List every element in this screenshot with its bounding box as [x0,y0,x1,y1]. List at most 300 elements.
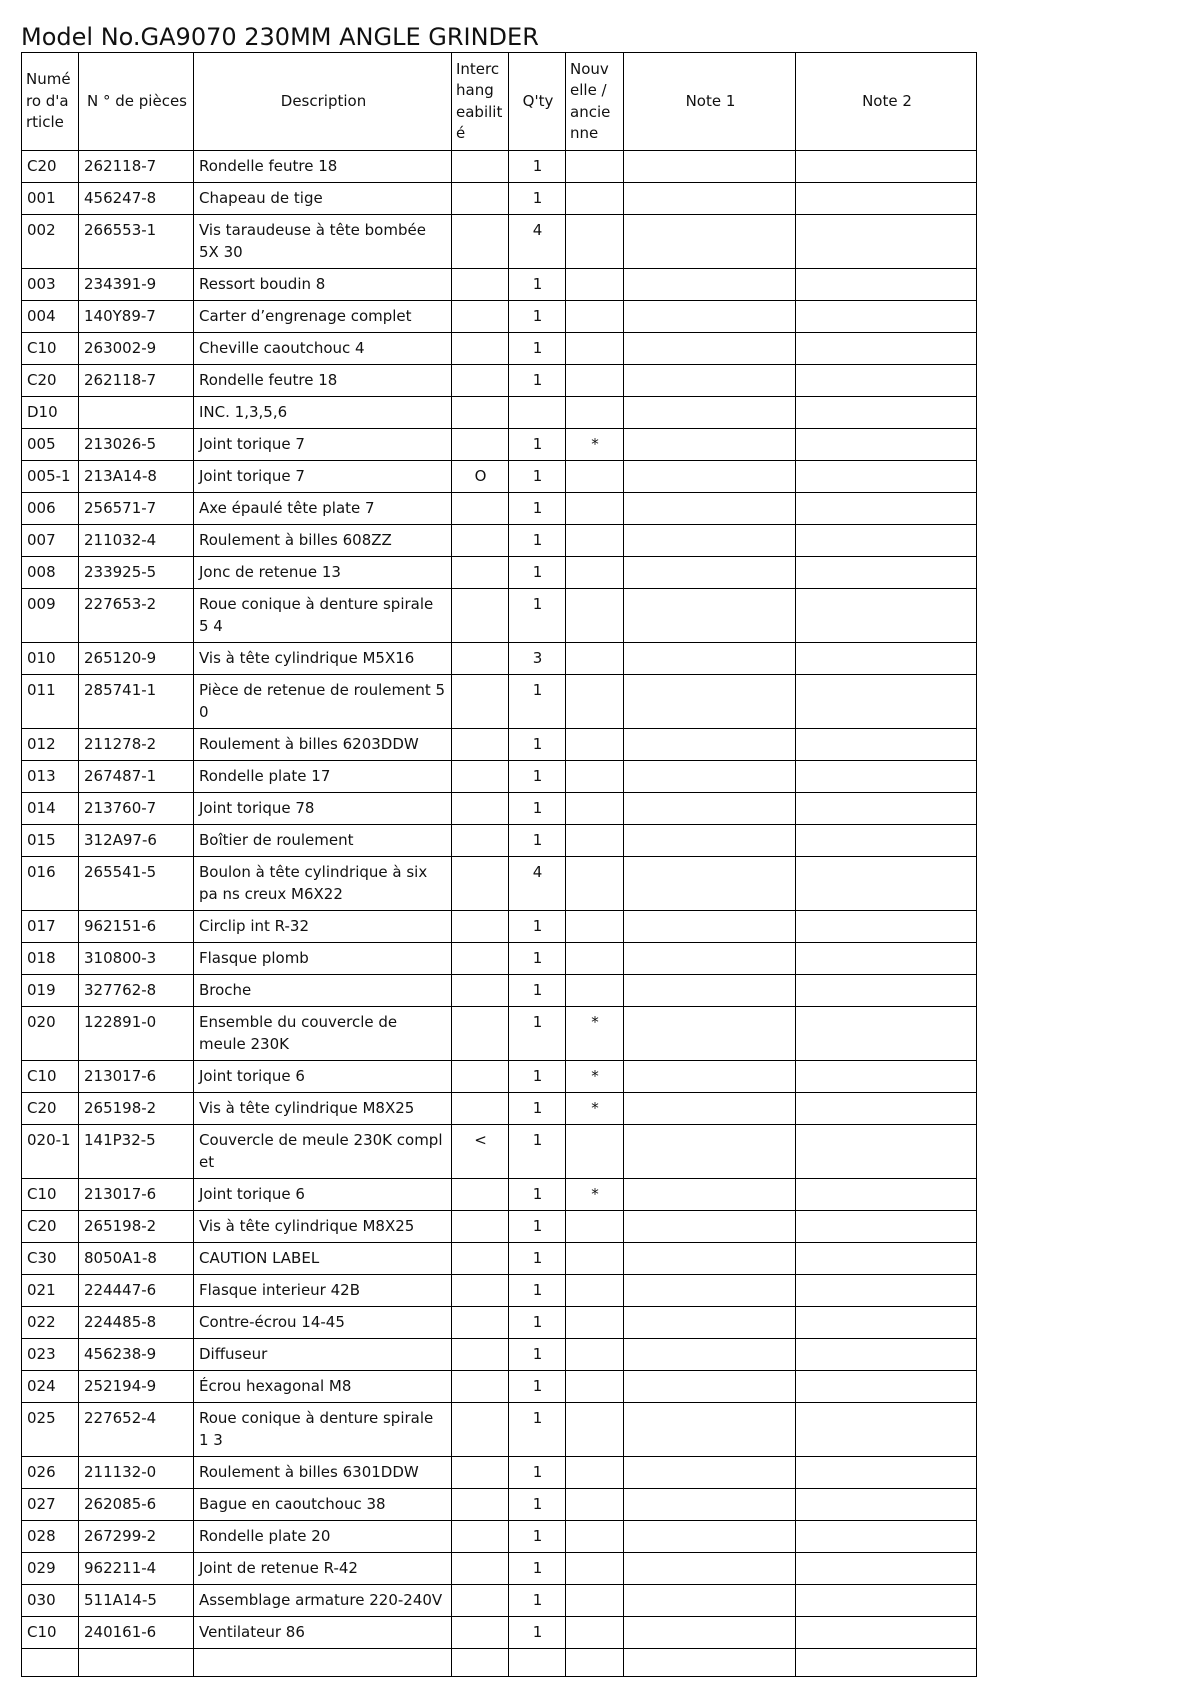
interchangeability-cell [452,429,509,461]
item-number-cell: 024 [22,1371,79,1403]
table-row [22,825,977,857]
table-row [22,1403,977,1457]
table-row [22,525,977,557]
quantity-cell: 1 [509,911,566,943]
new-old-cell [566,825,624,857]
note-2-cell [796,1403,977,1457]
note-1-cell [624,525,796,557]
item-number-cell: 005-1 [22,461,79,493]
quantity-cell: 1 [509,429,566,461]
note-2-cell [796,857,977,911]
header-note-1: Note 1 [624,53,796,151]
interchangeability-cell [452,397,509,429]
item-number-cell: 022 [22,1307,79,1339]
table-row [22,943,977,975]
item-number-cell: C10 [22,1061,79,1093]
new-old-cell [566,643,624,675]
item-number-cell: 006 [22,493,79,525]
interchangeability-cell [452,761,509,793]
part-number-cell: 122891-0 [79,1007,194,1061]
description-cell: Boîtier de roulement [194,825,452,857]
note-1-cell [624,1211,796,1243]
note-2-cell [796,183,977,215]
part-number-cell: 266553-1 [79,215,194,269]
new-old-cell [566,269,624,301]
description-cell: Ventilateur 86 [194,1617,452,1649]
note-2-cell [796,1521,977,1553]
part-number-cell: 211278-2 [79,729,194,761]
note-2-cell [796,1243,977,1275]
part-number-cell: 285741-1 [79,675,194,729]
item-number-cell: D10 [22,397,79,429]
description-cell: Roue conique à denture spirale 1 3 [194,1403,452,1457]
part-number-cell: 265120-9 [79,643,194,675]
new-old-cell [566,1243,624,1275]
interchangeability-cell [452,301,509,333]
description-cell: Jonc de retenue 13 [194,557,452,589]
new-old-cell [566,793,624,825]
description-cell: Contre-écrou 14-45 [194,1307,452,1339]
interchangeability-cell [452,1339,509,1371]
empty-cell [452,1649,509,1677]
new-old-cell [566,493,624,525]
new-old-cell [566,461,624,493]
quantity-cell: 1 [509,525,566,557]
quantity-cell: 4 [509,215,566,269]
part-number-cell: 141P32-5 [79,1125,194,1179]
note-2-cell [796,825,977,857]
interchangeability-cell [452,1093,509,1125]
table-row [22,215,977,269]
new-old-cell [566,333,624,365]
note-2-cell [796,793,977,825]
table-row [22,493,977,525]
new-old-cell [566,1457,624,1489]
interchangeability-cell: < [452,1125,509,1179]
item-number-cell: 021 [22,1275,79,1307]
part-number-cell: 213017-6 [79,1179,194,1211]
new-old-cell [566,183,624,215]
table-row [22,301,977,333]
description-cell: Assemblage armature 220-240V [194,1585,452,1617]
note-1-cell [624,857,796,911]
note-1-cell [624,397,796,429]
quantity-cell: 1 [509,333,566,365]
description-cell: Joint torique 6 [194,1179,452,1211]
part-number-cell: 267299-2 [79,1521,194,1553]
quantity-cell: 1 [509,675,566,729]
note-1-cell [624,301,796,333]
description-cell: Vis à tête cylindrique M8X25 [194,1093,452,1125]
parts-table-body [22,151,977,1677]
header-new-old: Nouv elle / ancie nne [566,53,624,151]
note-2-cell [796,461,977,493]
part-number-cell: 265198-2 [79,1211,194,1243]
quantity-cell: 1 [509,1617,566,1649]
note-2-cell [796,1457,977,1489]
description-cell: Broche [194,975,452,1007]
description-cell: Chapeau de tige [194,183,452,215]
note-2-cell [796,1275,977,1307]
new-old-cell [566,675,624,729]
description-cell: Joint de retenue R-42 [194,1553,452,1585]
empty-cell [624,1649,796,1677]
note-1-cell [624,1489,796,1521]
item-number-cell: 016 [22,857,79,911]
note-2-cell [796,1617,977,1649]
note-1-cell [624,825,796,857]
quantity-cell: 1 [509,729,566,761]
quantity-cell: 1 [509,1521,566,1553]
interchangeability-cell [452,493,509,525]
table-row [22,1093,977,1125]
interchangeability-cell [452,1489,509,1521]
note-1-cell [624,461,796,493]
item-number-cell: 011 [22,675,79,729]
note-1-cell [624,1093,796,1125]
note-1-cell [624,1617,796,1649]
new-old-cell [566,975,624,1007]
table-row [22,151,977,183]
new-old-cell [566,1275,624,1307]
description-cell: Circlip int R-32 [194,911,452,943]
part-number-cell: 962211-4 [79,1553,194,1585]
item-number-cell: C20 [22,151,79,183]
description-cell: Rondelle plate 17 [194,761,452,793]
table-row [22,1211,977,1243]
part-number-cell: 263002-9 [79,333,194,365]
part-number-cell: 962151-6 [79,911,194,943]
new-old-cell [566,1125,624,1179]
note-1-cell [624,1585,796,1617]
table-row [22,397,977,429]
header-interchangeability: Interc hang eabilit é [452,53,509,151]
note-2-cell [796,1093,977,1125]
empty-cell [79,1649,194,1677]
item-number-cell: 013 [22,761,79,793]
item-number-cell: 014 [22,793,79,825]
note-2-cell [796,269,977,301]
note-2-cell [796,215,977,269]
new-old-cell [566,525,624,557]
new-old-cell: * [566,1007,624,1061]
item-number-cell: 007 [22,525,79,557]
item-number-cell: C10 [22,333,79,365]
part-number-cell: 265541-5 [79,857,194,911]
quantity-cell: 1 [509,825,566,857]
note-1-cell [624,151,796,183]
item-number-cell: 025 [22,1403,79,1457]
item-number-cell: 028 [22,1521,79,1553]
item-number-cell: 026 [22,1457,79,1489]
table-row [22,675,977,729]
table-row [22,1275,977,1307]
interchangeability-cell [452,333,509,365]
quantity-cell: 1 [509,1211,566,1243]
note-1-cell [624,365,796,397]
table-row [22,793,977,825]
note-2-cell [796,1307,977,1339]
note-1-cell [624,1275,796,1307]
new-old-cell [566,215,624,269]
quantity-cell: 3 [509,643,566,675]
note-2-cell [796,1585,977,1617]
new-old-cell [566,943,624,975]
part-number-cell: 8050A1-8 [79,1243,194,1275]
note-1-cell [624,793,796,825]
note-2-cell [796,557,977,589]
interchangeability-cell [452,151,509,183]
description-cell: Vis à tête cylindrique M8X25 [194,1211,452,1243]
quantity-cell: 4 [509,857,566,911]
interchangeability-cell: O [452,461,509,493]
part-number-cell: 310800-3 [79,943,194,975]
quantity-cell: 1 [509,589,566,643]
interchangeability-cell [452,1553,509,1585]
note-2-cell [796,1489,977,1521]
interchangeability-cell [452,975,509,1007]
part-number-cell: 213026-5 [79,429,194,461]
part-number-cell: 262118-7 [79,151,194,183]
new-old-cell [566,1585,624,1617]
interchangeability-cell [452,525,509,557]
quantity-cell: 1 [509,1093,566,1125]
quantity-cell: 1 [509,1585,566,1617]
table-row [22,1489,977,1521]
new-old-cell [566,365,624,397]
interchangeability-cell [452,589,509,643]
note-2-cell [796,429,977,461]
quantity-cell: 1 [509,301,566,333]
table-row [22,1585,977,1617]
description-cell: Joint torique 78 [194,793,452,825]
note-1-cell [624,911,796,943]
note-2-cell [796,1553,977,1585]
note-1-cell [624,975,796,1007]
note-2-cell [796,761,977,793]
table-row [22,1521,977,1553]
part-number-cell: 262085-6 [79,1489,194,1521]
note-1-cell [624,557,796,589]
new-old-cell [566,1553,624,1585]
table-row [22,1243,977,1275]
note-1-cell [624,215,796,269]
interchangeability-cell [452,857,509,911]
quantity-cell: 1 [509,269,566,301]
description-cell: Joint torique 6 [194,1061,452,1093]
table-row [22,911,977,943]
note-2-cell [796,589,977,643]
part-number-cell: 252194-9 [79,1371,194,1403]
new-old-cell [566,1489,624,1521]
note-2-cell [796,1211,977,1243]
note-2-cell [796,1371,977,1403]
interchangeability-cell [452,643,509,675]
description-cell: Couvercle de meule 230K compl et [194,1125,452,1179]
description-cell: Cheville caoutchouc 4 [194,333,452,365]
quantity-cell [509,397,566,429]
item-number-cell: 005 [22,429,79,461]
empty-cell [194,1649,452,1677]
description-cell: Boulon à tête cylindrique à six pa ns creux M6X22 [194,857,452,911]
empty-cell [796,1649,977,1677]
description-cell: CAUTION LABEL [194,1243,452,1275]
quantity-cell: 1 [509,1061,566,1093]
header-item-number: Numé ro d'a rticle [22,53,79,151]
note-1-cell [624,1243,796,1275]
quantity-cell: 1 [509,1403,566,1457]
header-part-number: N ° de pièces [79,53,194,151]
part-number-cell: 456247-8 [79,183,194,215]
interchangeability-cell [452,1521,509,1553]
interchangeability-cell [452,1585,509,1617]
quantity-cell: 1 [509,793,566,825]
new-old-cell: * [566,1179,624,1211]
interchangeability-cell [452,1243,509,1275]
new-old-cell: * [566,1061,624,1093]
item-number-cell: C10 [22,1617,79,1649]
table-row [22,1125,977,1179]
interchangeability-cell [452,793,509,825]
note-2-cell [796,675,977,729]
note-2-cell [796,1179,977,1211]
item-number-cell: 012 [22,729,79,761]
note-2-cell [796,1125,977,1179]
item-number-cell: 023 [22,1339,79,1371]
new-old-cell [566,1307,624,1339]
item-number-cell: 002 [22,215,79,269]
empty-cell [566,1649,624,1677]
table-row [22,1457,977,1489]
part-number-cell: 213760-7 [79,793,194,825]
note-1-cell [624,1061,796,1093]
interchangeability-cell [452,1371,509,1403]
quantity-cell: 1 [509,1489,566,1521]
table-row [22,461,977,493]
part-number-cell: 265198-2 [79,1093,194,1125]
quantity-cell: 1 [509,943,566,975]
note-1-cell [624,1521,796,1553]
note-1-cell [624,1339,796,1371]
note-1-cell [624,761,796,793]
quantity-cell: 1 [509,1553,566,1585]
quantity-cell: 1 [509,1243,566,1275]
quantity-cell: 1 [509,151,566,183]
note-2-cell [796,729,977,761]
table-row-empty [22,1649,977,1677]
quantity-cell: 1 [509,1125,566,1179]
interchangeability-cell [452,183,509,215]
description-cell: Roulement à billes 6203DDW [194,729,452,761]
part-number-cell: 140Y89-7 [79,301,194,333]
part-number-cell: 234391-9 [79,269,194,301]
description-cell: INC. 1,3,5,6 [194,397,452,429]
new-old-cell [566,911,624,943]
description-cell: Joint torique 7 [194,429,452,461]
table-row [22,183,977,215]
note-2-cell [796,151,977,183]
note-1-cell [624,333,796,365]
note-2-cell [796,1061,977,1093]
new-old-cell [566,857,624,911]
note-1-cell [624,493,796,525]
description-cell: Roulement à billes 6301DDW [194,1457,452,1489]
quantity-cell: 1 [509,365,566,397]
interchangeability-cell [452,269,509,301]
part-number-cell: 233925-5 [79,557,194,589]
table-header-row [22,53,977,151]
header-description: Description [194,53,452,151]
table-row [22,1339,977,1371]
part-number-cell: 224485-8 [79,1307,194,1339]
part-number-cell: 511A14-5 [79,1585,194,1617]
interchangeability-cell [452,675,509,729]
note-1-cell [624,1179,796,1211]
note-2-cell [796,493,977,525]
table-row [22,1007,977,1061]
item-number-cell: 010 [22,643,79,675]
note-1-cell [624,643,796,675]
table-row [22,557,977,589]
note-2-cell [796,943,977,975]
item-number-cell: C20 [22,1211,79,1243]
item-number-cell: 029 [22,1553,79,1585]
quantity-cell: 1 [509,1371,566,1403]
description-cell: Vis taraudeuse à tête bombée 5X 30 [194,215,452,269]
table-row [22,365,977,397]
note-2-cell [796,365,977,397]
description-cell: Ressort boudin 8 [194,269,452,301]
header-note-2: Note 2 [796,53,977,151]
interchangeability-cell [452,1007,509,1061]
new-old-cell [566,1371,624,1403]
description-cell: Bague en caoutchouc 38 [194,1489,452,1521]
new-old-cell: * [566,1093,624,1125]
item-number-cell: C10 [22,1179,79,1211]
table-row [22,975,977,1007]
page-title: Model No.GA9070 230MM ANGLE GRINDER [21,23,539,51]
table-row [22,1179,977,1211]
note-1-cell [624,1371,796,1403]
description-cell: Roulement à billes 608ZZ [194,525,452,557]
part-number-cell: 262118-7 [79,365,194,397]
note-2-cell [796,1339,977,1371]
quantity-cell: 1 [509,183,566,215]
description-cell: Rondelle feutre 18 [194,151,452,183]
interchangeability-cell [452,729,509,761]
new-old-cell [566,1617,624,1649]
part-number-cell: 256571-7 [79,493,194,525]
note-1-cell [624,1403,796,1457]
interchangeability-cell [452,911,509,943]
item-number-cell: 019 [22,975,79,1007]
item-number-cell: 017 [22,911,79,943]
item-number-cell: 003 [22,269,79,301]
quantity-cell: 1 [509,1275,566,1307]
note-1-cell [624,729,796,761]
table-row [22,1553,977,1585]
quantity-cell: 1 [509,1007,566,1061]
note-2-cell [796,1007,977,1061]
part-number-cell: 227653-2 [79,589,194,643]
item-number-cell: 027 [22,1489,79,1521]
description-cell: Axe épaulé tête plate 7 [194,493,452,525]
note-2-cell [796,911,977,943]
description-cell: Rondelle plate 20 [194,1521,452,1553]
description-cell: Flasque plomb [194,943,452,975]
empty-cell [22,1649,79,1677]
note-2-cell [796,525,977,557]
